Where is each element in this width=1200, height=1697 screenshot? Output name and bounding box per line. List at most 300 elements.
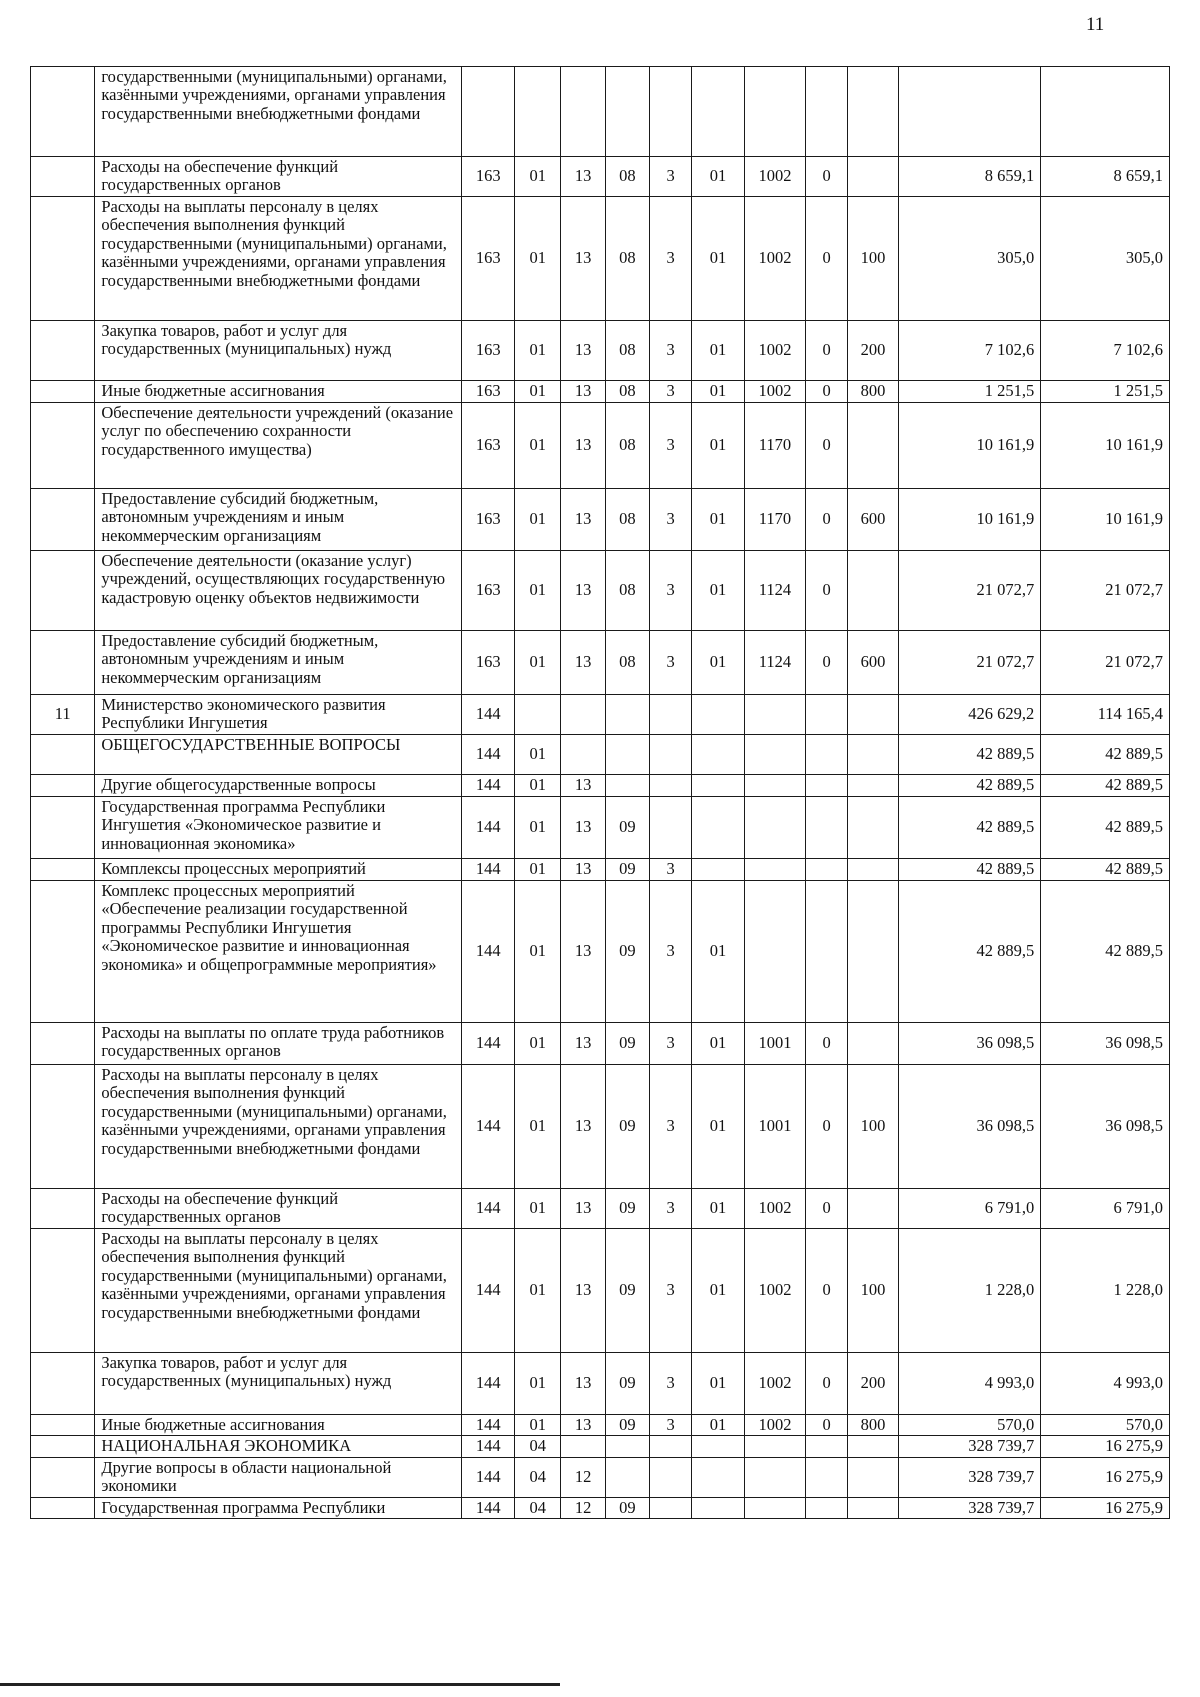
table-row [31, 796, 1170, 858]
code-program-cell [605, 67, 649, 157]
code-section-cell: 01 [515, 402, 561, 488]
row-number-cell [31, 1352, 95, 1414]
item-name-cell: Предоставление субсидий бюджетным, автономным учреждениям и иным некоммерческим организациям [95, 488, 462, 550]
code-grbs-cell: 144 [462, 1497, 515, 1518]
amount-year-2-cell [1041, 67, 1170, 157]
code-type-cell: 3 [650, 488, 692, 550]
row-number-cell [31, 1497, 95, 1518]
table-row [31, 1188, 1170, 1228]
code-complex-cell [692, 1457, 745, 1497]
code-expense-type-cell [848, 1188, 899, 1228]
code-subsection-cell: 13 [561, 774, 605, 796]
code-sub-cell [806, 858, 848, 880]
code-direction-cell [744, 1497, 805, 1518]
amount-year-1-cell: 328 739,7 [898, 1457, 1040, 1497]
code-type-cell [650, 694, 692, 734]
row-number-cell [31, 402, 95, 488]
item-name-cell: Министерство экономического развития Республики Ингушетия [95, 694, 462, 734]
code-direction-cell: 1001 [744, 1022, 805, 1064]
amount-year-2-cell: 6 791,0 [1041, 1188, 1170, 1228]
code-complex-cell: 01 [692, 402, 745, 488]
amount-year-2-cell: 42 889,5 [1041, 774, 1170, 796]
code-type-cell: 3 [650, 630, 692, 694]
code-expense-type-cell [848, 1436, 899, 1457]
code-complex-cell: 01 [692, 1064, 745, 1188]
code-complex-cell [692, 1436, 745, 1457]
code-program-cell: 08 [605, 550, 649, 630]
amount-year-2-cell: 16 275,9 [1041, 1497, 1170, 1518]
table-row [31, 157, 1170, 197]
code-section-cell: 01 [515, 880, 561, 1022]
code-complex-cell: 01 [692, 157, 745, 197]
code-complex-cell: 01 [692, 380, 745, 402]
code-grbs-cell: 144 [462, 1022, 515, 1064]
code-complex-cell: 01 [692, 196, 745, 320]
code-subsection-cell: 13 [561, 796, 605, 858]
code-grbs-cell: 144 [462, 796, 515, 858]
code-sub-cell [806, 734, 848, 774]
table-row [31, 380, 1170, 402]
code-subsection-cell [561, 1436, 605, 1457]
code-subsection-cell: 13 [561, 380, 605, 402]
code-grbs-cell: 163 [462, 157, 515, 197]
code-complex-cell [692, 734, 745, 774]
code-complex-cell: 01 [692, 880, 745, 1022]
table-row [31, 734, 1170, 774]
code-direction-cell: 1002 [744, 157, 805, 197]
item-name-cell: Государственная программа Республики Ингушетия «Экономическое развитие и инновационная экономика» [95, 796, 462, 858]
code-expense-type-cell: 100 [848, 196, 899, 320]
code-section-cell: 01 [515, 157, 561, 197]
item-name-cell: Комплексы процессных мероприятий [95, 858, 462, 880]
code-grbs-cell: 163 [462, 320, 515, 380]
code-complex-cell [692, 694, 745, 734]
code-expense-type-cell [848, 550, 899, 630]
code-type-cell: 3 [650, 1064, 692, 1188]
code-subsection-cell: 13 [561, 1352, 605, 1414]
code-program-cell: 08 [605, 402, 649, 488]
code-program-cell [605, 1436, 649, 1457]
code-subsection-cell: 13 [561, 630, 605, 694]
table-row [31, 694, 1170, 734]
code-direction-cell: 1170 [744, 402, 805, 488]
code-direction-cell: 1002 [744, 196, 805, 320]
code-expense-type-cell [848, 694, 899, 734]
code-direction-cell [744, 1457, 805, 1497]
row-number-cell [31, 196, 95, 320]
code-program-cell: 09 [605, 1064, 649, 1188]
row-number-cell [31, 1228, 95, 1352]
amount-year-2-cell: 1 251,5 [1041, 380, 1170, 402]
code-complex-cell [692, 858, 745, 880]
code-grbs-cell: 144 [462, 1188, 515, 1228]
amount-year-1-cell: 42 889,5 [898, 734, 1040, 774]
item-name-cell: государственными (муниципальными) органами, казёнными учреждениями, органами управления государственными внебюджетными фондами [95, 67, 462, 157]
code-sub-cell: 0 [806, 1022, 848, 1064]
row-number-cell [31, 734, 95, 774]
code-program-cell [605, 734, 649, 774]
code-expense-type-cell [848, 880, 899, 1022]
code-complex-cell: 01 [692, 1188, 745, 1228]
item-name-cell: НАЦИОНАЛЬНАЯ ЭКОНОМИКА [95, 1436, 462, 1457]
code-expense-type-cell [848, 157, 899, 197]
code-complex-cell: 01 [692, 1228, 745, 1352]
code-section-cell: 01 [515, 774, 561, 796]
table-body [31, 67, 1170, 1519]
code-complex-cell [692, 1497, 745, 1518]
amount-year-1-cell: 4 993,0 [898, 1352, 1040, 1414]
code-section-cell: 01 [515, 734, 561, 774]
code-sub-cell: 0 [806, 320, 848, 380]
code-program-cell: 08 [605, 196, 649, 320]
code-section-cell: 01 [515, 488, 561, 550]
code-subsection-cell: 13 [561, 1064, 605, 1188]
item-name-cell: Государственная программа Республики [95, 1497, 462, 1518]
code-grbs-cell: 163 [462, 488, 515, 550]
table-row [31, 774, 1170, 796]
code-section-cell: 04 [515, 1497, 561, 1518]
code-grbs-cell: 144 [462, 1414, 515, 1435]
code-section-cell: 01 [515, 320, 561, 380]
table-row [31, 402, 1170, 488]
row-number-cell [31, 1436, 95, 1457]
item-name-cell: Расходы на выплаты персоналу в целях обеспечения выполнения функций государственными (муниципальными) органами, казёнными учреждениями, органами управления государственными внебюджетными фондами [95, 1228, 462, 1352]
code-complex-cell [692, 796, 745, 858]
table-row [31, 1022, 1170, 1064]
code-section-cell: 01 [515, 1188, 561, 1228]
code-complex-cell: 01 [692, 1352, 745, 1414]
code-section-cell: 01 [515, 196, 561, 320]
code-sub-cell: 0 [806, 157, 848, 197]
code-direction-cell: 1124 [744, 630, 805, 694]
code-expense-type-cell [848, 858, 899, 880]
code-direction-cell [744, 1436, 805, 1457]
item-name-cell: Расходы на выплаты по оплате труда работников государственных органов [95, 1022, 462, 1064]
code-subsection-cell: 13 [561, 1188, 605, 1228]
budget-table [30, 66, 1170, 1519]
code-expense-type-cell: 800 [848, 380, 899, 402]
code-direction-cell [744, 858, 805, 880]
code-section-cell: 01 [515, 796, 561, 858]
code-sub-cell: 0 [806, 402, 848, 488]
table-row [31, 550, 1170, 630]
code-program-cell [605, 774, 649, 796]
amount-year-2-cell: 10 161,9 [1041, 488, 1170, 550]
code-subsection-cell: 13 [561, 1414, 605, 1435]
amount-year-2-cell: 7 102,6 [1041, 320, 1170, 380]
code-program-cell: 09 [605, 796, 649, 858]
table-row [31, 67, 1170, 157]
amount-year-2-cell: 42 889,5 [1041, 796, 1170, 858]
row-number-cell [31, 858, 95, 880]
code-direction-cell: 1002 [744, 1352, 805, 1414]
item-name-cell: ОБЩЕГОСУДАРСТВЕННЫЕ ВОПРОСЫ [95, 734, 462, 774]
code-grbs-cell: 163 [462, 196, 515, 320]
code-expense-type-cell: 800 [848, 1414, 899, 1435]
code-direction-cell [744, 694, 805, 734]
code-grbs-cell: 144 [462, 880, 515, 1022]
item-name-cell: Расходы на выплаты персоналу в целях обеспечения выполнения функций государственными (муниципальными) органами, казёнными учреждениями, органами управления государственными внебюджетными фондами [95, 1064, 462, 1188]
row-number-cell [31, 1414, 95, 1435]
table-row [31, 1228, 1170, 1352]
code-subsection-cell: 13 [561, 858, 605, 880]
code-subsection-cell [561, 694, 605, 734]
amount-year-2-cell: 10 161,9 [1041, 402, 1170, 488]
code-expense-type-cell: 200 [848, 320, 899, 380]
code-program-cell: 09 [605, 1414, 649, 1435]
item-name-cell: Обеспечение деятельности учреждений (оказание услуг по обеспечению сохранности государственного имущества) [95, 402, 462, 488]
code-type-cell: 3 [650, 1414, 692, 1435]
code-grbs-cell: 144 [462, 694, 515, 734]
code-sub-cell [806, 694, 848, 734]
row-number-cell [31, 796, 95, 858]
item-name-cell: Расходы на выплаты персоналу в целях обеспечения выполнения функций государственными (муниципальными) органами, казёнными учреждениями, органами управления государственными внебюджетными фондами [95, 196, 462, 320]
code-sub-cell: 0 [806, 1228, 848, 1352]
code-direction-cell [744, 880, 805, 1022]
row-number-cell [31, 880, 95, 1022]
code-subsection-cell: 13 [561, 402, 605, 488]
amount-year-1-cell: 305,0 [898, 196, 1040, 320]
code-expense-type-cell [848, 734, 899, 774]
table-row [31, 1352, 1170, 1414]
amount-year-2-cell: 21 072,7 [1041, 550, 1170, 630]
code-type-cell: 3 [650, 1228, 692, 1352]
code-sub-cell: 0 [806, 380, 848, 402]
code-expense-type-cell [848, 1457, 899, 1497]
page-number: 11 [1086, 14, 1105, 35]
code-grbs-cell: 163 [462, 630, 515, 694]
amount-year-1-cell: 328 739,7 [898, 1497, 1040, 1518]
code-section-cell: 01 [515, 1064, 561, 1188]
item-name-cell: Иные бюджетные ассигнования [95, 380, 462, 402]
code-sub-cell [806, 880, 848, 1022]
code-program-cell: 09 [605, 1497, 649, 1518]
table-row [31, 488, 1170, 550]
code-expense-type-cell [848, 774, 899, 796]
code-sub-cell: 0 [806, 1064, 848, 1188]
code-direction-cell [744, 67, 805, 157]
code-program-cell: 08 [605, 320, 649, 380]
code-expense-type-cell [848, 67, 899, 157]
code-grbs-cell [462, 67, 515, 157]
code-subsection-cell: 12 [561, 1497, 605, 1518]
table-row [31, 630, 1170, 694]
code-section-cell: 01 [515, 1228, 561, 1352]
code-expense-type-cell: 600 [848, 488, 899, 550]
code-type-cell [650, 67, 692, 157]
table-row [31, 1414, 1170, 1435]
code-direction-cell: 1002 [744, 320, 805, 380]
code-section-cell [515, 694, 561, 734]
amount-year-2-cell: 36 098,5 [1041, 1022, 1170, 1064]
code-type-cell [650, 1457, 692, 1497]
amount-year-1-cell: 10 161,9 [898, 402, 1040, 488]
code-type-cell: 3 [650, 1352, 692, 1414]
scan-edge-line [0, 1683, 560, 1686]
code-grbs-cell: 163 [462, 380, 515, 402]
code-expense-type-cell [848, 1022, 899, 1064]
amount-year-1-cell: 328 739,7 [898, 1436, 1040, 1457]
item-name-cell: Расходы на обеспечение функций государственных органов [95, 157, 462, 197]
amount-year-1-cell: 6 791,0 [898, 1188, 1040, 1228]
code-expense-type-cell [848, 402, 899, 488]
code-complex-cell [692, 67, 745, 157]
amount-year-2-cell: 42 889,5 [1041, 734, 1170, 774]
code-subsection-cell: 13 [561, 320, 605, 380]
code-program-cell: 08 [605, 630, 649, 694]
code-grbs-cell: 144 [462, 858, 515, 880]
code-sub-cell: 0 [806, 1414, 848, 1435]
code-type-cell: 3 [650, 157, 692, 197]
item-name-cell: Иные бюджетные ассигнования [95, 1414, 462, 1435]
item-name-cell: Другие общегосударственные вопросы [95, 774, 462, 796]
amount-year-2-cell: 305,0 [1041, 196, 1170, 320]
table-row [31, 1457, 1170, 1497]
code-direction-cell [744, 734, 805, 774]
code-program-cell: 08 [605, 157, 649, 197]
code-program-cell: 09 [605, 858, 649, 880]
code-sub-cell [806, 1457, 848, 1497]
code-direction-cell [744, 796, 805, 858]
amount-year-2-cell: 4 993,0 [1041, 1352, 1170, 1414]
row-number-cell [31, 774, 95, 796]
row-number-cell [31, 380, 95, 402]
code-sub-cell: 0 [806, 630, 848, 694]
row-number-cell [31, 1064, 95, 1188]
table-row [31, 858, 1170, 880]
amount-year-1-cell: 21 072,7 [898, 630, 1040, 694]
amount-year-1-cell: 1 228,0 [898, 1228, 1040, 1352]
item-name-cell: Закупка товаров, работ и услуг для государственных (муниципальных) нужд [95, 1352, 462, 1414]
code-program-cell: 09 [605, 880, 649, 1022]
code-expense-type-cell: 200 [848, 1352, 899, 1414]
code-subsection-cell: 13 [561, 1022, 605, 1064]
table-row [31, 880, 1170, 1022]
code-sub-cell: 0 [806, 550, 848, 630]
item-name-cell: Другие вопросы в области национальной экономики [95, 1457, 462, 1497]
code-complex-cell: 01 [692, 488, 745, 550]
code-direction-cell: 1124 [744, 550, 805, 630]
code-sub-cell: 0 [806, 1352, 848, 1414]
amount-year-1-cell [898, 67, 1040, 157]
code-grbs-cell: 163 [462, 550, 515, 630]
code-subsection-cell: 13 [561, 196, 605, 320]
code-type-cell [650, 1436, 692, 1457]
code-grbs-cell: 144 [462, 1436, 515, 1457]
code-sub-cell [806, 774, 848, 796]
code-subsection-cell: 13 [561, 550, 605, 630]
row-number-cell [31, 488, 95, 550]
code-section-cell: 04 [515, 1457, 561, 1497]
amount-year-2-cell: 570,0 [1041, 1414, 1170, 1435]
code-type-cell: 3 [650, 858, 692, 880]
code-grbs-cell: 144 [462, 1228, 515, 1352]
code-direction-cell: 1002 [744, 1228, 805, 1352]
code-sub-cell [806, 1497, 848, 1518]
code-direction-cell: 1002 [744, 1414, 805, 1435]
row-number-cell: 11 [31, 694, 95, 734]
code-grbs-cell: 144 [462, 1064, 515, 1188]
code-sub-cell [806, 1436, 848, 1457]
amount-year-1-cell: 1 251,5 [898, 380, 1040, 402]
item-name-cell: Обеспечение деятельности (оказание услуг) учреждений, осуществляющих государственную кадастровую оценку объектов недвижимости [95, 550, 462, 630]
amount-year-2-cell: 16 275,9 [1041, 1436, 1170, 1457]
amount-year-2-cell: 8 659,1 [1041, 157, 1170, 197]
code-program-cell: 09 [605, 1352, 649, 1414]
code-direction-cell [744, 774, 805, 796]
code-section-cell [515, 67, 561, 157]
row-number-cell [31, 550, 95, 630]
code-section-cell: 01 [515, 550, 561, 630]
table-row [31, 320, 1170, 380]
code-complex-cell: 01 [692, 320, 745, 380]
code-sub-cell: 0 [806, 1188, 848, 1228]
row-number-cell [31, 1188, 95, 1228]
row-number-cell [31, 67, 95, 157]
amount-year-2-cell: 16 275,9 [1041, 1457, 1170, 1497]
code-grbs-cell: 144 [462, 1352, 515, 1414]
code-type-cell: 3 [650, 550, 692, 630]
table-row [31, 1064, 1170, 1188]
code-type-cell: 3 [650, 380, 692, 402]
code-complex-cell: 01 [692, 550, 745, 630]
code-type-cell: 3 [650, 196, 692, 320]
code-expense-type-cell [848, 1497, 899, 1518]
table-row [31, 1436, 1170, 1457]
code-grbs-cell: 144 [462, 1457, 515, 1497]
amount-year-1-cell: 42 889,5 [898, 880, 1040, 1022]
item-name-cell: Предоставление субсидий бюджетным, автономным учреждениям и иным некоммерческим организациям [95, 630, 462, 694]
code-program-cell: 09 [605, 1188, 649, 1228]
amount-year-1-cell: 8 659,1 [898, 157, 1040, 197]
code-section-cell: 01 [515, 1022, 561, 1064]
amount-year-2-cell: 21 072,7 [1041, 630, 1170, 694]
code-program-cell: 08 [605, 380, 649, 402]
code-direction-cell: 1170 [744, 488, 805, 550]
amount-year-1-cell: 426 629,2 [898, 694, 1040, 734]
row-number-cell [31, 320, 95, 380]
code-section-cell: 01 [515, 630, 561, 694]
amount-year-1-cell: 10 161,9 [898, 488, 1040, 550]
code-section-cell: 01 [515, 1414, 561, 1435]
code-section-cell: 01 [515, 858, 561, 880]
code-expense-type-cell: 600 [848, 630, 899, 694]
code-program-cell: 08 [605, 488, 649, 550]
code-complex-cell: 01 [692, 1414, 745, 1435]
code-direction-cell: 1002 [744, 1188, 805, 1228]
code-type-cell: 3 [650, 880, 692, 1022]
row-number-cell [31, 157, 95, 197]
code-program-cell [605, 694, 649, 734]
amount-year-1-cell: 42 889,5 [898, 774, 1040, 796]
code-sub-cell [806, 796, 848, 858]
code-program-cell: 09 [605, 1022, 649, 1064]
code-subsection-cell: 13 [561, 880, 605, 1022]
code-sub-cell: 0 [806, 196, 848, 320]
amount-year-1-cell: 7 102,6 [898, 320, 1040, 380]
code-subsection-cell: 13 [561, 488, 605, 550]
code-expense-type-cell [848, 796, 899, 858]
code-complex-cell: 01 [692, 1022, 745, 1064]
code-subsection-cell [561, 734, 605, 774]
code-type-cell [650, 796, 692, 858]
item-name-cell: Расходы на обеспечение функций государственных органов [95, 1188, 462, 1228]
code-complex-cell: 01 [692, 630, 745, 694]
code-type-cell [650, 734, 692, 774]
code-grbs-cell: 163 [462, 402, 515, 488]
code-section-cell: 01 [515, 380, 561, 402]
code-type-cell: 3 [650, 320, 692, 380]
